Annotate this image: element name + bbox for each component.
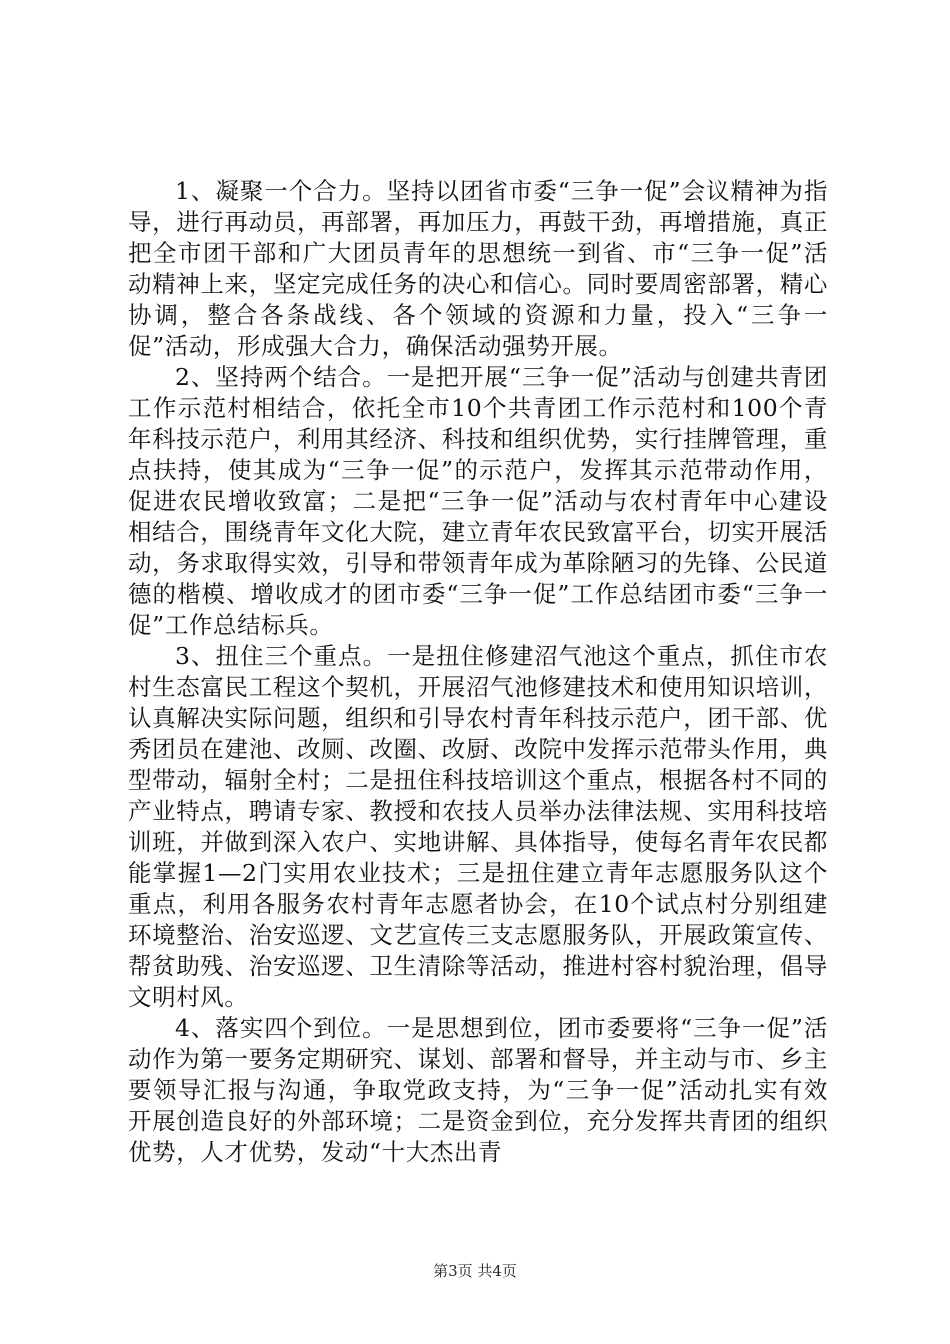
paragraph-2: 2、坚持两个结合。一是把开展“三争一促”活动与创建共青团工作示范村相结合，依托全市10个共青团工作示范村和100个青年科技示范户，利用其经济、科技和组织优势，实行挂牌管理，重点扶持，使其成为“三争一促”的示范户，发挥其示范带动作用，促进农民增收致富；二是把“三争一促”活动与农村青年中心建设相结合，围绕青年文化大院，建立青年农民致富平台，切实开展活动，务求取得实效，引导和带领青年成为革除陋习的先锋、公民道德的楷模、增收成才的团市委“三争一促”工作总结团市委“三争一促”工作总结标兵。	[128, 363, 828, 639]
paragraph-1: 1、凝聚一个合力。坚持以团省市委“三争一促”会议精神为指导，进行再动员，再部署，再加压力，再鼓干劲，再增措施，真正把全市团干部和广大团员青年的思想统一到省、市“三争一促”活动精神上来，坚定完成任务的决心和信心。同时要周密部署，精心协调，整合各条战线、各个领域的资源和力量，投入“三争一促”活动，形成强大合力，确保活动强势开展。	[128, 177, 828, 360]
document-body	[128, 176, 828, 1168]
paragraph-3: 3、扭住三个重点。一是扭住修建沼气池这个重点，抓住市农村生态富民工程这个契机，开展沼气池修建技术和使用知识培训，认真解决实际问题，组织和引导农村青年科技示范户，团干部、优秀团员在建池、改厕、改圈、改厨、改院中发挥示范带头作用，典型带动，辐射全村；二是扭住科技培训这个重点，根据各村不同的产业特点，聘请专家、教授和农技人员举办法律法规、实用科技培训班，并做到深入农户、实地讲解、具体指导，使每名青年农民都能掌握1—2门实用农业技术；三是扭住建立青年志愿服务队这个重点，利用各服务农村青年志愿者协会，在10个试点村分别组建环境整治、治安巡逻、文艺宣传三支志愿服务队，开展政策宣传、帮贫助残、治安巡逻、卫生清除等活动，推进村容村貌治理，倡导文明村风。	[128, 642, 828, 1011]
paragraph-4: 4、落实四个到位。一是思想到位，团市委要将“三争一促”活动作为第一要务定期研究、谋划、部署和督导，并主动与市、乡主要领导汇报与沟通，争取党政支持，为“三争一促”活动扎实有效开展创造良好的外部环境；二是资金到位，充分发挥共青团的组织优势，人才优势，发动“十大杰出青	[128, 1014, 828, 1166]
page-number-footer: 第3页 共4页	[433, 1262, 517, 1280]
